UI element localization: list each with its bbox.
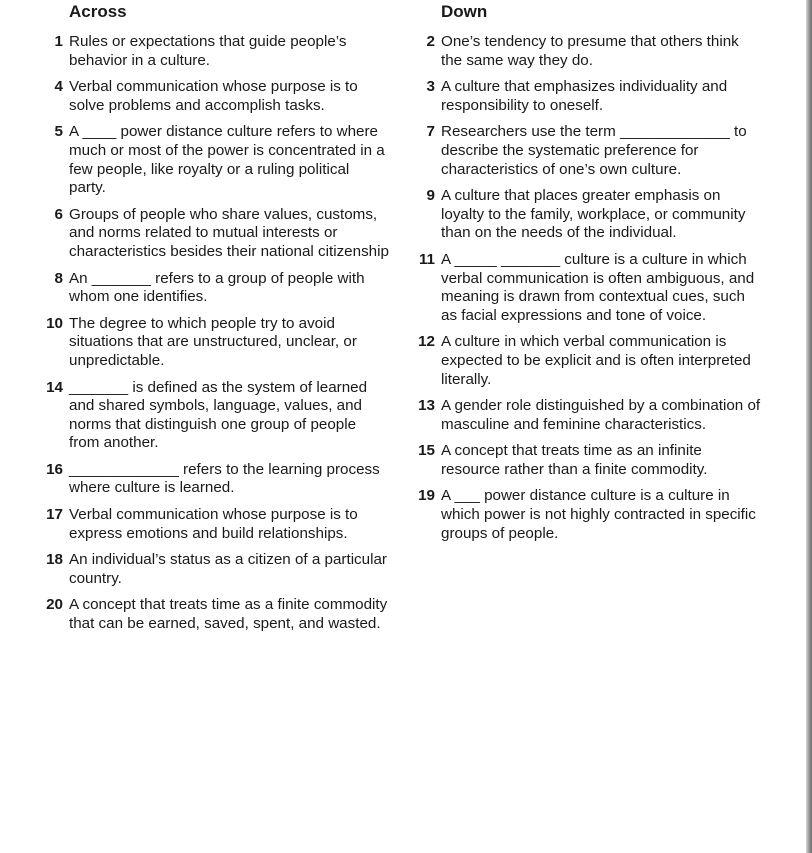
clue-across-18 — [40, 551, 390, 588]
clue-number: 9 — [426, 187, 435, 205]
clue-text: Verbal communication whose purpose is to express emotions and build relationships. — [69, 506, 358, 542]
clue-down-19 — [412, 487, 762, 543]
clue-text: A _____ _______ culture is a culture in which verbal communication is often ambiguous, and meaning is drawn from contextual cues, such as facial expressions and tone of voice. — [441, 250, 755, 324]
clue-text: Verbal communication whose purpose is to solve problems and accomplish tasks. — [69, 78, 358, 114]
clue-number: 18 — [46, 551, 63, 569]
clue-number: 20 — [46, 596, 63, 614]
clue-across-17 — [40, 506, 390, 543]
down-heading: Down — [441, 2, 488, 21]
clue-text: A culture in which verbal communication is expected to be explicit and is often interpreted literally. — [441, 333, 751, 388]
clue-down-15 — [412, 442, 762, 479]
clue-across-16 — [40, 461, 390, 498]
clue-number: 11 — [418, 250, 435, 268]
clue-number: 5 — [54, 123, 63, 141]
clue-text: Groups of people who share values, customs, and norms related to mutual interests or characteristics besides their national citizenship — [69, 205, 389, 260]
clue-text: A concept that treats time as an infinite resource rather than a finite commodity. — [441, 442, 708, 478]
clue-across-6 — [40, 206, 390, 262]
clue-text: _______ is defined as the system of learned and shared symbols, language, values, and norms that distinguish one group of people from another. — [69, 378, 368, 452]
clue-across-14 — [40, 379, 390, 453]
clue-number: 2 — [426, 33, 435, 50]
clue-text: A ___ power distance culture is a culture in which power is not highly contracted in specific groups of people. — [441, 487, 756, 542]
clue-text: Rules or expectations that guide people’s behavior in a culture. — [69, 33, 347, 69]
clue-text: A concept that treats time as a finite commodity that can be earned, saved, spent, and wasted. — [69, 596, 388, 633]
clue-down-9 — [412, 187, 762, 243]
clue-number: 17 — [46, 506, 63, 524]
clue-number: 8 — [54, 269, 63, 287]
clue-text: A gender role distinguished by a combination of masculine and feminine characteristics. — [441, 397, 761, 433]
clue-number: 4 — [54, 78, 63, 96]
clue-across-1 — [40, 33, 390, 70]
clue-number: 3 — [426, 78, 435, 96]
clue-text: A culture that places greater emphasis on loyalty to the family, workplace, or community than on the needs of the individual. — [441, 187, 746, 242]
clue-down-2 — [412, 33, 762, 70]
page-edge-shadow — [806, 0, 812, 853]
clue-down-3 — [412, 78, 762, 115]
clue-text: One’s tendency to presume that others think the same way they do. — [441, 33, 739, 69]
clue-text: An individual’s status as a citizen of a particular country. — [69, 551, 387, 587]
down-clue-list — [412, 33, 762, 551]
clue-number: 19 — [418, 487, 435, 505]
clue-number: 12 — [418, 333, 435, 351]
clue-down-12 — [412, 333, 762, 389]
across-clue-list — [40, 33, 390, 642]
clue-down-11 — [412, 251, 762, 325]
clue-text: A culture that emphasizes individuality and responsibility to oneself. — [441, 78, 728, 114]
clue-number: 13 — [418, 397, 435, 415]
clue-text: _____________ refers to the learning process where culture is learned. — [69, 460, 380, 497]
clue-text: The degree to which people try to avoid situations that are unstructured, unclear, or unpredictable. — [69, 314, 357, 369]
clue-down-13 — [412, 397, 762, 434]
clue-across-5 — [40, 123, 390, 197]
clue-across-8 — [40, 270, 390, 307]
clue-down-7 — [412, 123, 762, 179]
clue-text: Researchers use the term _____________ to describe the systematic preference for characteristics of one’s own culture. — [441, 123, 747, 178]
clue-text: A ____ power distance culture refers to where much or most of the power is concentrated in a few people, like royalty or a ruling political party. — [69, 123, 385, 197]
clue-number: 15 — [418, 442, 435, 460]
clue-number: 16 — [46, 460, 63, 478]
clue-number: 14 — [46, 378, 63, 396]
across-heading: Across — [69, 2, 127, 21]
clue-text: An _______ refers to a group of people with whom one identifies. — [69, 269, 365, 306]
clue-across-4 — [40, 78, 390, 115]
clue-across-20 — [40, 596, 390, 633]
clue-number: 6 — [54, 205, 63, 223]
clue-number: 1 — [54, 33, 63, 50]
clue-number: 7 — [426, 123, 435, 141]
clue-number: 10 — [46, 314, 63, 332]
clue-across-10 — [40, 315, 390, 371]
